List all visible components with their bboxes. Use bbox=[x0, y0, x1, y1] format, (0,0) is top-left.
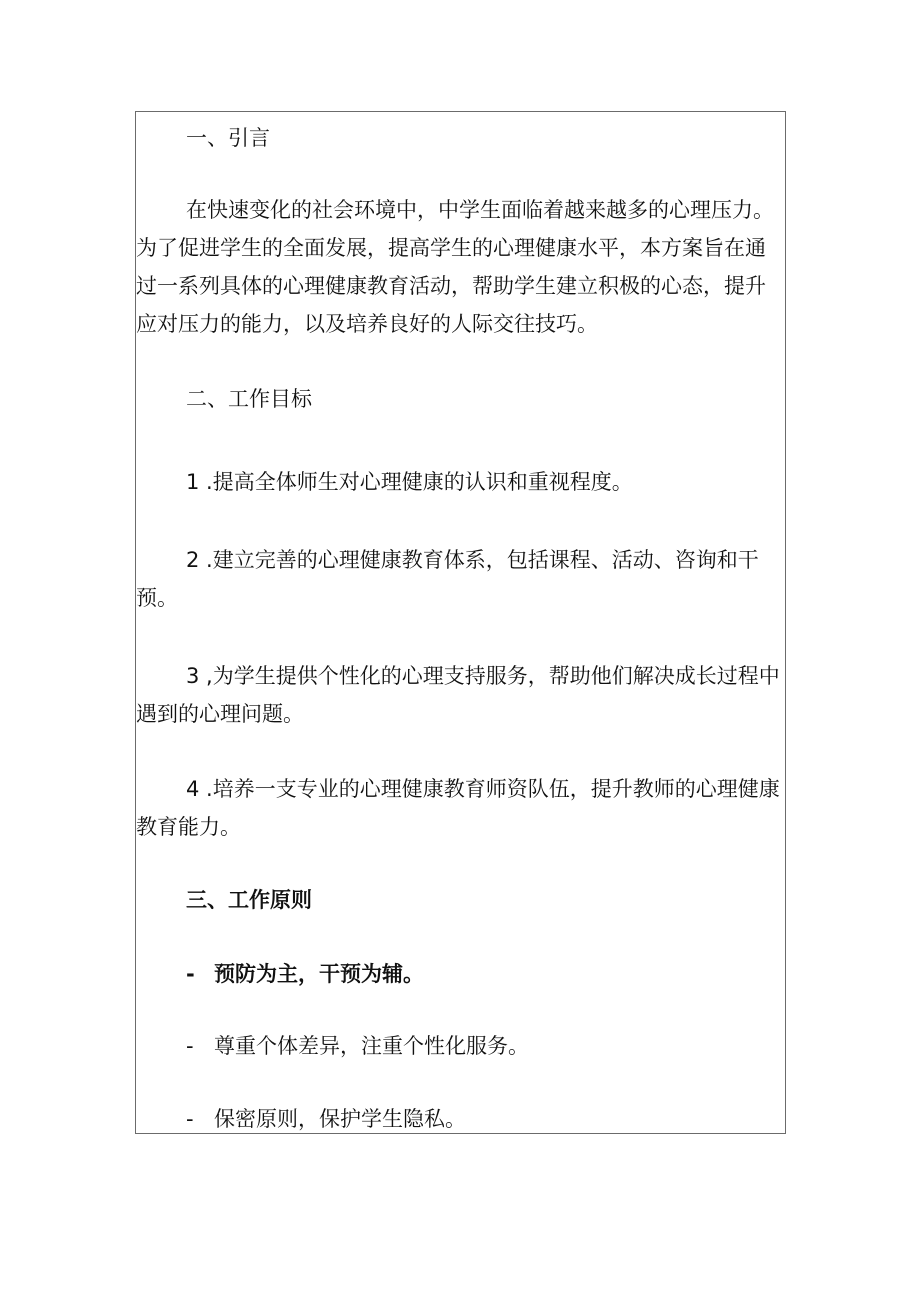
goal-item-4: 4 .培养一支专业的心理健康教育师资队伍，提升教师的心理健康教育能力。 bbox=[136, 777, 780, 839]
principle-item-3 bbox=[186, 1100, 466, 1134]
document-frame bbox=[135, 111, 786, 1134]
principle-text: 保密原则，保护学生隐私。 bbox=[214, 1107, 466, 1131]
goal-item-1: 1 .提高全体师生对心理健康的认识和重视程度。 bbox=[186, 470, 633, 494]
goals-heading: 二、工作目标 bbox=[186, 387, 312, 411]
bullet-dash: - bbox=[186, 1107, 194, 1131]
principle-item-1 bbox=[186, 955, 424, 993]
goal-item-2: 2 .建立完善的心理健康教育体系，包括课程、活动、咨询和干预。 bbox=[136, 548, 759, 610]
principle-text: 尊重个体差异，注重个性化服务。 bbox=[214, 1034, 529, 1058]
principle-item-2 bbox=[186, 1027, 529, 1065]
bullet-dash: - bbox=[186, 1034, 194, 1058]
intro-heading: 一、引言 bbox=[186, 126, 270, 150]
goal-item-3: 3 ,为学生提供个性化的心理支持服务，帮助他们解决成长过程中遇到的心理问题。 bbox=[136, 664, 780, 726]
intro-paragraph: 在快速变化的社会环境中，中学生面临着越来越多的心理压力。为了促进学生的全面发展，提高学生的心理健康水平，本方案旨在通过一系列具体的心理健康教育活动，帮助学生建立积极的心态，提升应对压力的能力，以及培养良好的人际交往技巧。 bbox=[136, 198, 774, 336]
bullet-dash: - bbox=[186, 962, 195, 986]
principle-text: 预防为主，干预为辅。 bbox=[214, 962, 424, 986]
principles-heading: 三、工作原则 bbox=[186, 888, 312, 912]
